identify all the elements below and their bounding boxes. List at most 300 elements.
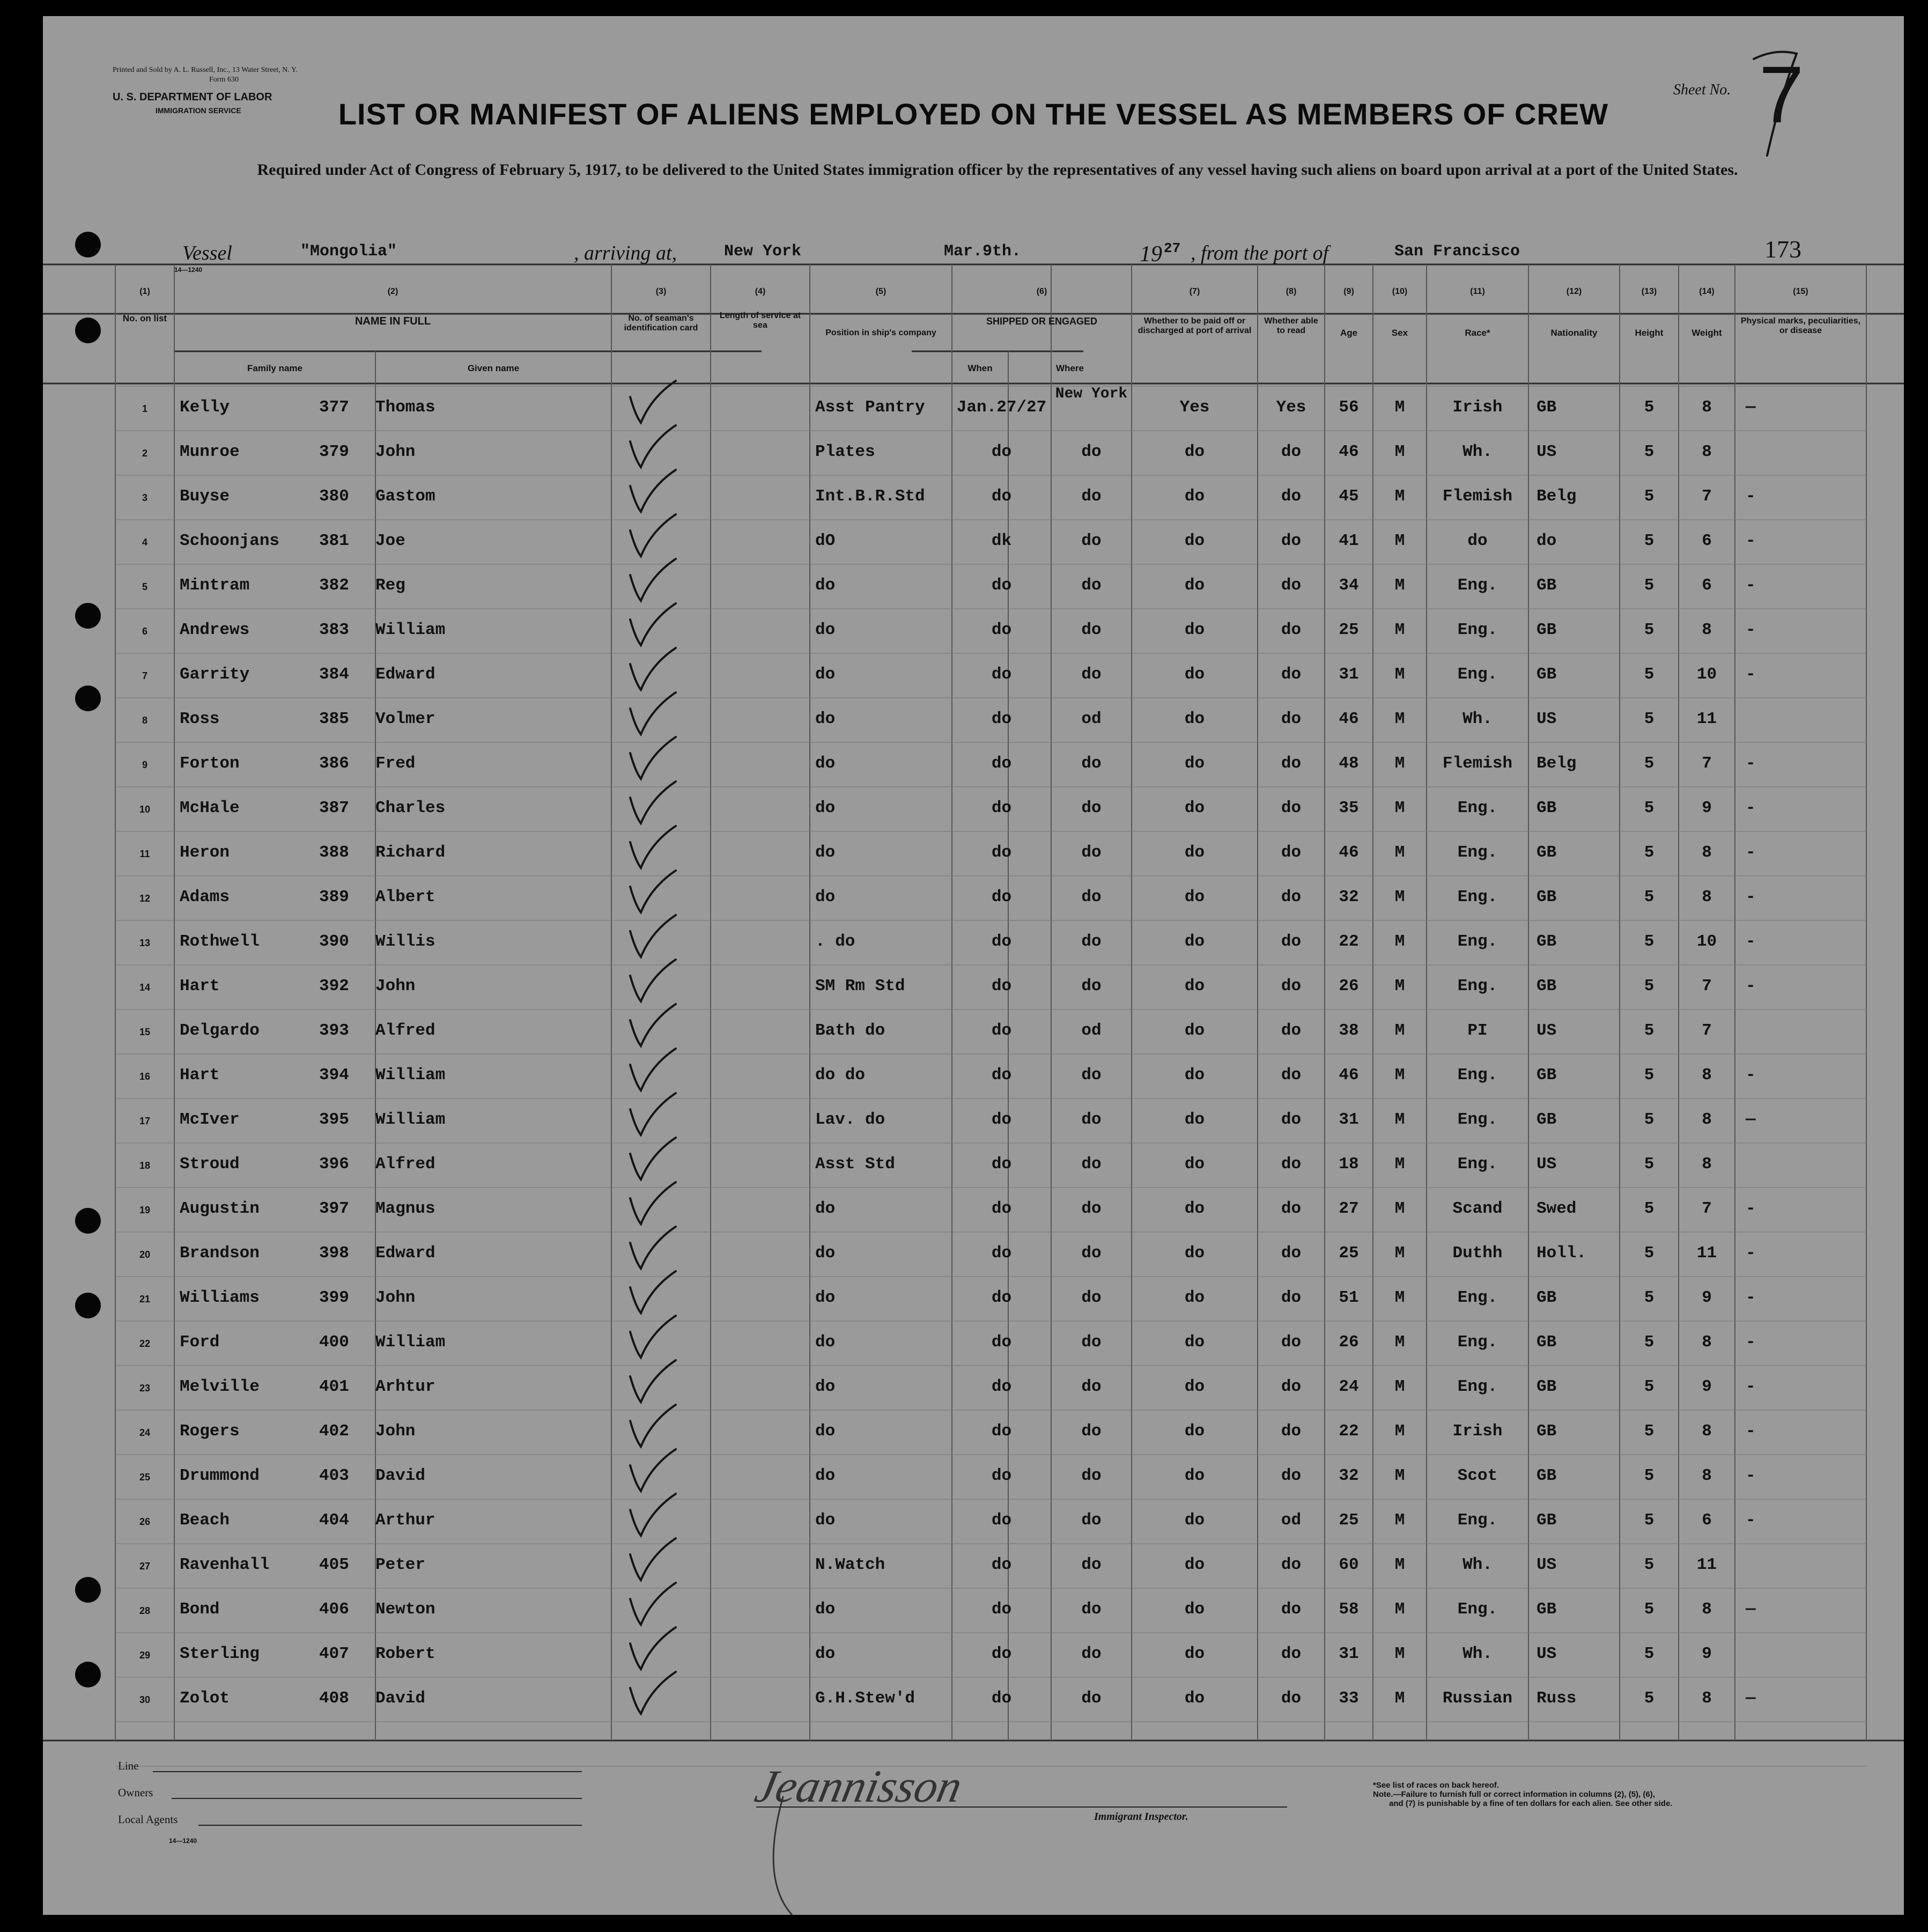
check-mark: [630, 1182, 676, 1224]
cell-paid: do: [1184, 621, 1205, 639]
cell-age: 32: [1339, 888, 1359, 906]
cell-position: do: [815, 1199, 836, 1218]
cell-when: do: [991, 665, 1012, 684]
agents-blank: [198, 1825, 582, 1826]
cell-weight: 8: [1702, 1110, 1712, 1129]
cell-age: 45: [1339, 487, 1359, 506]
cell-race: Eng.: [1457, 1066, 1498, 1085]
cell-nat: GB: [1537, 977, 1557, 996]
cell-age: 58: [1339, 1600, 1359, 1619]
cell-marks: -: [1746, 576, 1756, 595]
department-name: U. S. DEPARTMENT OF LABOR: [113, 91, 272, 103]
cell-weight: 9: [1702, 1645, 1712, 1663]
check-mark: [630, 1093, 676, 1135]
form-code-bottom: 14—1240: [169, 1837, 197, 1845]
cell-no: 12: [139, 893, 151, 904]
cell-position: Int.B.R.Std: [815, 487, 925, 506]
cell-position: do: [815, 1377, 836, 1396]
cell-card: 396: [319, 1155, 349, 1174]
cell-weight: 8: [1702, 1466, 1712, 1485]
col-c4-label: Length of service at sea: [719, 311, 801, 330]
cell-height: 5: [1644, 888, 1654, 906]
cell-paid: do: [1184, 1155, 1205, 1174]
check-mark: [630, 425, 676, 467]
cell-where: do: [1081, 1244, 1102, 1263]
cell-sex: M: [1394, 1511, 1405, 1530]
cell-position: do: [815, 621, 836, 639]
cell-paid: do: [1184, 532, 1205, 550]
cell-given: Volmer: [375, 710, 435, 728]
cell-family: Ross: [180, 710, 220, 728]
cell-height: 5: [1644, 932, 1654, 951]
cell-position: do: [815, 1466, 836, 1485]
cell-paid: do: [1184, 1689, 1205, 1708]
cell-read: do: [1281, 1333, 1302, 1352]
cell-when: do: [991, 443, 1012, 461]
cell-sex: M: [1394, 1333, 1405, 1352]
cell-no: 4: [142, 537, 147, 548]
line-blank: [153, 1771, 582, 1772]
cell-family: Munroe: [180, 443, 240, 461]
cell-height: 5: [1644, 1021, 1654, 1040]
cell-given: Willis: [375, 932, 435, 951]
check-mark: [630, 781, 676, 823]
cell-height: 5: [1644, 1645, 1654, 1663]
cell-nat: GB: [1537, 621, 1557, 639]
col-c12-label: Nationality: [1550, 328, 1598, 338]
footnote: [1373, 1781, 1877, 1808]
cell-given: Arthur: [375, 1511, 435, 1530]
check-mark: [630, 603, 676, 645]
cell-weight: 7: [1702, 977, 1712, 996]
sheet-number-pen: [1754, 52, 1797, 156]
cell-nat: Belg: [1537, 487, 1577, 506]
cell-height: 5: [1644, 977, 1654, 996]
cell-nat: GB: [1537, 1110, 1557, 1129]
cell-paid: Yes: [1179, 398, 1210, 417]
cell-no: 9: [142, 759, 147, 770]
cell-when: do: [991, 1333, 1012, 1352]
cell-read: do: [1281, 443, 1302, 461]
cell-age: 32: [1339, 1466, 1359, 1485]
cell-position: do: [815, 799, 836, 817]
cell-sex: M: [1394, 710, 1405, 728]
check-mark: [630, 692, 676, 734]
cell-card: 382: [319, 576, 349, 595]
cell-position: do: [815, 665, 836, 684]
cell-when: do: [991, 1244, 1012, 1263]
cell-race: Eng.: [1457, 799, 1498, 817]
cell-given: Joe: [375, 532, 405, 550]
punch-hole: [75, 232, 101, 257]
cell-card: 398: [319, 1244, 349, 1263]
cell-paid: do: [1184, 1288, 1205, 1307]
cell-sex: M: [1394, 843, 1405, 862]
cell-when: do: [991, 1066, 1012, 1085]
cell-read: do: [1281, 487, 1302, 506]
col-c2-label: NAME IN FULL: [354, 315, 431, 327]
col-c6-where: Where: [1056, 363, 1084, 373]
cell-age: 18: [1339, 1155, 1359, 1174]
cell-weight: 8: [1702, 443, 1712, 461]
cell-race: Eng.: [1457, 621, 1498, 639]
cell-card: 400: [319, 1333, 349, 1352]
cell-family: Adams: [180, 888, 230, 906]
cell-race: Flemish: [1442, 487, 1513, 506]
cell-weight: 7: [1702, 487, 1712, 506]
cell-when: do: [991, 1511, 1012, 1530]
cell-height: 5: [1644, 621, 1654, 639]
cell-sex: M: [1394, 1288, 1405, 1307]
line-label: Line: [118, 1759, 139, 1772]
cell-position: Asst Pantry: [815, 398, 925, 417]
check-mark: [630, 1672, 676, 1714]
cell-race: Eng.: [1457, 977, 1498, 996]
cell-family: Augustin: [180, 1199, 260, 1218]
cell-where: od: [1081, 1021, 1102, 1040]
cell-family: McIver: [180, 1110, 240, 1129]
cell-paid: do: [1184, 1511, 1205, 1530]
cell-when: do: [991, 1288, 1012, 1307]
cell-no: 6: [142, 626, 147, 637]
cell-age: 31: [1339, 1110, 1359, 1129]
page-title: LIST OR MANIFEST OF ALIENS EMPLOYED ON THE VESSEL AS MEMBERS OF CREW: [338, 97, 1609, 131]
cell-no: 17: [139, 1116, 151, 1126]
cell-position: do: [815, 1511, 836, 1530]
cell-family: Sterling: [180, 1645, 260, 1663]
cell-sex: M: [1394, 1645, 1405, 1663]
cell-family: Buyse: [180, 487, 230, 506]
cell-read: do: [1281, 888, 1302, 906]
cell-nat: US: [1537, 1645, 1557, 1663]
cell-read: do: [1281, 1555, 1302, 1574]
cell-no: 7: [142, 670, 147, 681]
cell-given: Magnus: [375, 1199, 435, 1218]
cell-nat: GB: [1537, 1066, 1557, 1085]
cell-nat: GB: [1537, 1600, 1557, 1619]
cell-sex: M: [1394, 1422, 1405, 1441]
cell-no: 27: [139, 1561, 151, 1572]
col-c13-label: Height: [1635, 328, 1664, 338]
cell-weight: 7: [1702, 754, 1712, 773]
cell-position: do: [815, 1645, 836, 1663]
cell-position: do: [815, 754, 836, 773]
cell-race: Russian: [1442, 1689, 1513, 1708]
cell-family: Melville: [180, 1377, 260, 1396]
cell-race: Eng.: [1457, 843, 1498, 862]
cell-card: 393: [319, 1021, 349, 1040]
cell-paid: do: [1184, 1555, 1205, 1574]
cell-weight: 8: [1702, 1333, 1712, 1352]
cell-marks: -: [1746, 621, 1756, 639]
cell-where: do: [1081, 1689, 1102, 1708]
cell-when: do: [991, 1199, 1012, 1218]
cell-sex: M: [1394, 1110, 1405, 1129]
cell-where: do: [1081, 754, 1102, 773]
check-mark: [630, 960, 676, 1001]
cell-given: Gastom: [375, 487, 435, 506]
cell-age: 46: [1339, 443, 1359, 461]
cell-height: 5: [1644, 1110, 1654, 1129]
cell-sex: M: [1394, 1555, 1405, 1574]
cell-when: do: [991, 1377, 1012, 1396]
check-mark: [630, 559, 676, 601]
cell-nat: Holl.: [1537, 1244, 1587, 1263]
cell-position: SM Rm Std: [815, 977, 905, 996]
cell-card: 390: [319, 932, 349, 951]
cell-sex: M: [1394, 1689, 1405, 1708]
cell-given: Peter: [375, 1555, 426, 1574]
cell-age: 22: [1339, 932, 1359, 951]
cell-position: Lav. do: [815, 1110, 885, 1129]
cell-when: do: [991, 977, 1012, 996]
cell-no: 20: [139, 1249, 151, 1260]
col-c1-label: No. on list: [122, 313, 167, 323]
cell-height: 5: [1644, 1600, 1654, 1619]
cell-paid: do: [1184, 754, 1205, 773]
col-c14-label: Weight: [1691, 328, 1722, 338]
cell-nat: GB: [1537, 665, 1557, 684]
cell-sex: M: [1394, 1377, 1405, 1396]
cell-where: do: [1081, 1555, 1102, 1574]
cell-given: Reg: [375, 576, 405, 595]
owners-blank: [172, 1798, 582, 1799]
cell-marks: -: [1746, 1288, 1756, 1307]
cell-family: Williams: [180, 1288, 260, 1307]
check-mark: [630, 514, 676, 556]
cell-age: 24: [1339, 1377, 1359, 1396]
cell-family: Rogers: [180, 1422, 240, 1441]
cell-card: 404: [319, 1511, 349, 1530]
cell-read: do: [1281, 576, 1302, 595]
cell-given: Richard: [375, 843, 446, 862]
cell-weight: 8: [1702, 621, 1712, 639]
check-mark: [630, 470, 676, 512]
cell-card: 405: [319, 1555, 349, 1574]
cell-race: Eng.: [1457, 1155, 1498, 1174]
cell-height: 5: [1644, 1422, 1654, 1441]
cell-read: do: [1281, 977, 1302, 996]
cell-card: 402: [319, 1422, 349, 1441]
cell-race: Wh.: [1462, 1555, 1493, 1574]
cell-weight: 9: [1702, 1288, 1712, 1307]
cell-age: 48: [1339, 754, 1359, 773]
cell-position: do: [815, 1422, 836, 1441]
cell-given: Newton: [375, 1600, 435, 1619]
cell-read: do: [1281, 1422, 1302, 1441]
vessel-label: Vessel: [182, 242, 232, 264]
cell-race: Eng.: [1457, 1511, 1498, 1530]
from-port: San Francisco: [1394, 242, 1520, 261]
cell-weight: 6: [1702, 532, 1712, 550]
check-mark: [630, 737, 676, 779]
cell-no: 13: [139, 938, 151, 948]
cell-nat: GB: [1537, 932, 1557, 951]
cell-sex: M: [1394, 754, 1405, 773]
cell-age: 31: [1339, 665, 1359, 684]
cell-when: do: [991, 576, 1012, 595]
cell-when: do: [991, 487, 1012, 506]
cell-paid: do: [1184, 1377, 1205, 1396]
cell-read: do: [1281, 1155, 1302, 1174]
col-c11-number: (11): [1470, 287, 1485, 296]
cell-card: 403: [319, 1466, 349, 1485]
cell-age: 31: [1339, 1645, 1359, 1663]
col-c8-label: Whether able to read: [1264, 316, 1318, 335]
cell-paid: do: [1184, 1066, 1205, 1085]
cell-given: Alfred: [375, 1155, 435, 1174]
col-c4-number: (4): [755, 287, 766, 296]
cell-nat: GB: [1537, 843, 1557, 862]
cell-height: 5: [1644, 1555, 1654, 1574]
year-prefix: 19: [1140, 242, 1162, 267]
cell-weight: 9: [1702, 1377, 1712, 1396]
cell-where: do: [1081, 532, 1102, 550]
cell-nat: GB: [1537, 888, 1557, 906]
cell-given: John: [375, 443, 416, 461]
cell-height: 5: [1644, 1333, 1654, 1352]
cell-age: 46: [1339, 710, 1359, 728]
cell-race: Eng.: [1457, 1600, 1498, 1619]
cell-when: dk: [991, 532, 1012, 550]
cell-no: 3: [142, 492, 147, 503]
cell-sex: M: [1394, 888, 1405, 906]
cell-card: 392: [319, 977, 349, 996]
cell-where: do: [1081, 799, 1102, 817]
from-label: , from the port of: [1191, 242, 1329, 264]
cell-sex: M: [1394, 487, 1405, 506]
cell-card: 386: [319, 754, 349, 773]
cell-race: Wh.: [1462, 443, 1493, 461]
col-c10-label: Sex: [1391, 328, 1408, 338]
cell-where: do: [1081, 843, 1102, 862]
cell-where: do: [1081, 1155, 1102, 1174]
cell-age: 41: [1339, 532, 1359, 550]
cell-no: 21: [139, 1294, 151, 1304]
handwritten-marks: [43, 16, 1904, 1915]
cell-nat: GB: [1537, 1377, 1557, 1396]
cell-sex: M: [1394, 1199, 1405, 1218]
cell-marks: -: [1746, 1377, 1756, 1396]
check-mark: [630, 648, 676, 690]
cell-sex: M: [1394, 1066, 1405, 1085]
col-c2-given: Given name: [467, 363, 520, 373]
cell-when: do: [991, 932, 1012, 951]
cell-paid: do: [1184, 665, 1205, 684]
cell-height: 5: [1644, 1511, 1654, 1530]
check-mark: [630, 1138, 676, 1179]
cell-where: do: [1081, 621, 1102, 639]
cell-given: John: [375, 977, 416, 996]
cell-read: do: [1281, 1244, 1302, 1263]
cell-card: 389: [319, 888, 349, 906]
cell-where: do: [1081, 932, 1102, 951]
cell-where: do: [1081, 1288, 1102, 1307]
cell-card: 395: [319, 1110, 349, 1129]
cell-where: do: [1081, 576, 1102, 595]
cell-no: 28: [139, 1605, 151, 1616]
cell-family: Brandson: [180, 1244, 260, 1263]
cell-paid: do: [1184, 1110, 1205, 1129]
cell-family: Garrity: [180, 665, 250, 684]
cell-sex: M: [1394, 621, 1405, 639]
cell-position: Asst Std: [815, 1155, 895, 1174]
cell-nat: GB: [1537, 799, 1557, 817]
check-mark: [630, 1538, 676, 1580]
cell-position: Bath do: [815, 1021, 885, 1040]
cell-where: do: [1081, 1422, 1102, 1441]
check-mark: [630, 381, 676, 423]
cell-height: 5: [1644, 665, 1654, 684]
cell-read: do: [1281, 799, 1302, 817]
cell-no: 30: [139, 1694, 151, 1705]
cell-read: do: [1281, 1288, 1302, 1307]
cell-position: do: [815, 1333, 836, 1352]
cell-paid: do: [1184, 1021, 1205, 1040]
check-mark: [630, 1004, 676, 1046]
cell-read: do: [1281, 1689, 1302, 1708]
cell-age: 34: [1339, 576, 1359, 595]
cell-paid: do: [1184, 443, 1205, 461]
cell-card: 380: [319, 487, 349, 506]
col-c10-number: (10): [1392, 287, 1408, 296]
check-mark: [630, 1494, 676, 1536]
cell-given: Albert: [375, 888, 435, 906]
punch-hole: [75, 318, 101, 343]
cell-weight: 7: [1702, 1199, 1712, 1218]
cell-position: do: [815, 1600, 836, 1619]
check-mark: [630, 1227, 676, 1269]
cell-sex: M: [1394, 799, 1405, 817]
cell-when: do: [991, 1600, 1012, 1619]
cell-paid: do: [1184, 888, 1205, 906]
punch-hole: [75, 603, 101, 629]
cell-no: 14: [139, 982, 151, 993]
cell-sex: M: [1394, 443, 1405, 461]
cell-age: 33: [1339, 1689, 1359, 1708]
punch-hole: [75, 1662, 101, 1687]
cell-where: do: [1081, 1333, 1102, 1352]
cell-given: Thomas: [375, 398, 435, 417]
cell-no: 23: [139, 1383, 151, 1393]
page-subtitle: Required under Act of Congress of February 5, 1917, to be delivered to the United States immigration officer by the representatives of any vessel having such aliens on board upon arrival at a port of the United States.: [257, 161, 1738, 179]
cell-when: do: [991, 1555, 1012, 1574]
cell-nat: Swed: [1537, 1199, 1577, 1218]
cell-given: Fred: [375, 754, 416, 773]
col-c5-number: (5): [875, 287, 887, 296]
cell-no: 15: [139, 1027, 151, 1037]
cell-weight: 8: [1702, 888, 1712, 906]
cell-where: do: [1081, 665, 1102, 684]
cell-where: do: [1081, 1600, 1102, 1619]
cell-position: do: [815, 888, 836, 906]
arrival-date: Mar.9th.: [944, 242, 1022, 261]
cell-card: 397: [319, 1199, 349, 1218]
cell-race: Scot: [1457, 1466, 1498, 1485]
col-c3-label: No. of seaman's identification card: [624, 314, 698, 333]
check-mark: [630, 826, 676, 868]
cell-read: do: [1281, 1021, 1302, 1040]
cell-weight: 11: [1696, 1244, 1717, 1263]
cell-height: 5: [1644, 1377, 1654, 1396]
cell-where: do: [1081, 443, 1102, 461]
cell-no: 24: [139, 1427, 151, 1438]
punch-hole: [75, 1577, 101, 1603]
cell-weight: 6: [1702, 1511, 1712, 1530]
cell-age: 25: [1339, 1244, 1359, 1263]
arriving-port: New York: [724, 242, 802, 261]
col-c3-number: (3): [655, 287, 667, 296]
